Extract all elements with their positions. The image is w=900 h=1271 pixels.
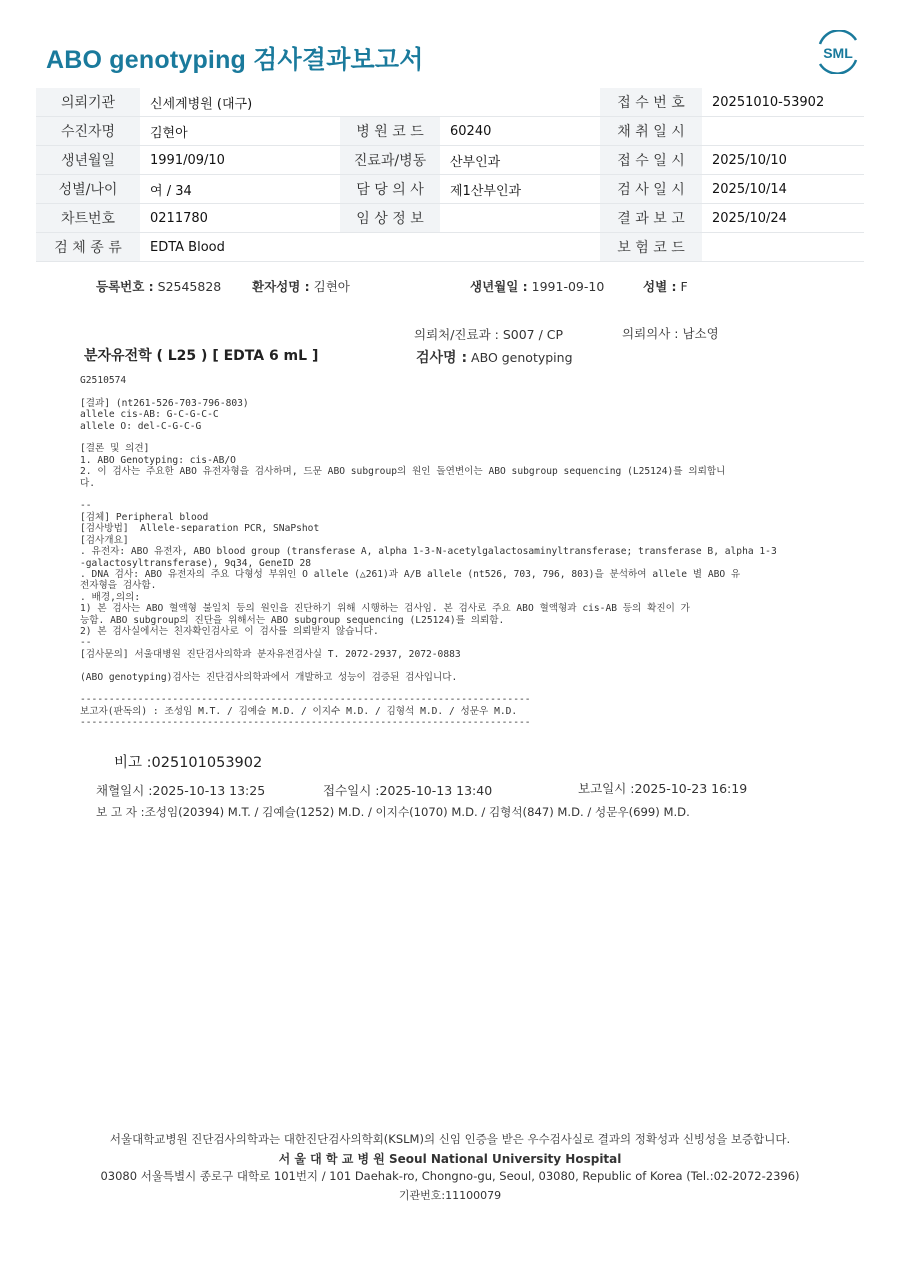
info-value: 2025/10/10 [702,146,864,175]
info-row [36,88,864,117]
info-label: 임 상 정 보 [340,204,440,233]
info-label: 채 취 일 시 [600,117,702,146]
note-line: 비고 :025101053902 [114,755,263,771]
test-name-line: 검사명 : ABO genotyping [416,350,573,366]
patient-birth: 생년월일 : 1991-09-10 [470,279,605,294]
info-label: 의뢰기관 [36,88,140,117]
info-value [440,204,600,233]
info-label: 보 험 코 드 [600,233,702,262]
info-value: EDTA Blood [140,233,600,262]
info-value: 신세계병원 (대구) [140,88,600,117]
info-label: 접 수 일 시 [600,146,702,175]
section-title: 분자유전학 ( L25 ) [ EDTA 6 mL ] [84,348,319,364]
report-time: 보고일시 :2025-10-23 16:19 [578,781,748,796]
footer-hospital: 서 울 대 학 교 병 원 Seoul National University Hospital [278,1152,622,1166]
info-value: 여 / 34 [140,175,340,204]
department-line: 의뢰처/진료과 : S007 / CP [414,327,564,342]
info-value: 김현아 [140,117,340,146]
collect-time: 채혈일시 :2025-10-13 13:25 [96,783,266,798]
info-value: 제1산부인과 [440,175,600,204]
receive-time: 접수일시 :2025-10-13 13:40 [323,783,493,798]
info-label: 병 원 코 드 [340,117,440,146]
info-row [36,117,864,146]
info-label: 진료과/병동 [340,146,440,175]
info-label: 수진자명 [36,117,140,146]
info-value: 60240 [440,117,600,146]
doctor-line: 의뢰의사 : 남소영 [622,326,719,341]
info-value [702,233,864,262]
info-label: 담 당 의 사 [340,175,440,204]
report-title: ABO genotyping 검사결과보고서 [46,46,424,74]
info-label: 검 체 종 류 [36,233,140,262]
info-label: 결 과 보 고 [600,204,702,233]
reporter-line: 보 고 자 :조성임(20394) M.T. / 김예슬(1252) M.D. / 이지수(1070) M.D. / 김형석(847) M.D. / 성문우(699) M.D. [96,805,690,819]
sml-logo-icon [814,30,862,74]
info-label: 접 수 번 호 [600,88,702,117]
info-value [702,117,864,146]
info-value: 0211780 [140,204,340,233]
info-row [36,146,864,175]
info-row [36,204,864,233]
footer-certification: 서울대학교병원 진단검사의학과는 대한진단검사의학회(KSLM)의 신임 인증을 받은 우수검사실로 결과의 정확성과 신빙성을 보증합니다. [109,1132,791,1146]
info-label: 성별/나이 [36,175,140,204]
info-value: 2025/10/24 [702,204,864,233]
info-value: 산부인과 [440,146,600,175]
patient-name: 환자성명 : 김현아 [252,279,350,294]
info-label: 차트번호 [36,204,140,233]
info-label: 생년월일 [36,146,140,175]
info-value: 20251010-53902 [702,88,864,117]
patient-sex: 성별 : F [643,279,688,294]
info-label: 검 사 일 시 [600,175,702,204]
footer-code: 기관번호:11100079 [398,1189,502,1202]
footer-address: 03080 서울특별시 종로구 대학로 101번지 / 101 Daehak-ro, Chongno-gu, Seoul, 03080, Republic of Korea (Tel.:02-2072-2396) [100,1169,800,1183]
logo-text: SML [823,45,853,61]
registration-number: 등록번호 : S2545828 [96,279,222,294]
info-value: 1991/09/10 [140,146,340,175]
info-row [36,175,864,204]
info-value: 2025/10/14 [702,175,864,204]
report-body: G2510574 [결과] (nt261-526-703-796-803) allele cis-AB: G-C-G-C-C allele O: del-C-G-C-G [결론 및 의견] 1. ABO Genotyping: cis-AB/O 2. 이 검사는 주요한 ABO 유전자형을 검사하며, 드문 ABO subgroup의 원인 돌연변이는 ABO subgroup sequencing (L25124)를 의뢰합니 다. -- [검체] Peripheral blood [검사방법] Allele-separation PCR, SNaPshot [검사개요] . 유전자: ABO 유전자, ABO blood group (transferase A, alpha 1-3-N-acetylgalactosaminyltransferase; transferase B, alpha 1-3 -galactosyltransferase), 9q34, GeneID 28 . DNA 검사: ABO 유전자의 주요 다형성 부위인 O allele (△261)과 A/B allele (nt526, 703, 796, 803)을 분석하여 allele 별 ABO 유 전자형을 검사함. . 배경,의의: 1) 본 검사는 ABO 혈액형 불일치 등의 원인을 진단하기 위해 시행하는 검사임. 본 검사로 주요 ABO 혈액형과 cis-AB 등의 확진이 가 능함. ABO subgroup의 진단을 위해서는 ABO subgroup sequencing (L25124)를 의뢰함. 2) 본 검사실에서는 친자확인검사로 이 검사를 의뢰받지 않습니다. -- [검사문의] 서울대병원 진단검사의학과 분자유전검사실 T. 2072-2937, 2072-0883 (ABO genotyping)검사는 진단검사의학과에서 개발하고 성능이 검증된 검사입니다. ------------------------------------------------------------------------------ 보고자(판독의) : 조성임 M.T. / 김예슬 M.D. / 이지수 M.D. / 김형석 M.D. / 성문우 M.D. ------------------------------------------------------------------------------ [80,375,777,729]
info-row [36,233,864,262]
patient-info-table [36,88,864,262]
